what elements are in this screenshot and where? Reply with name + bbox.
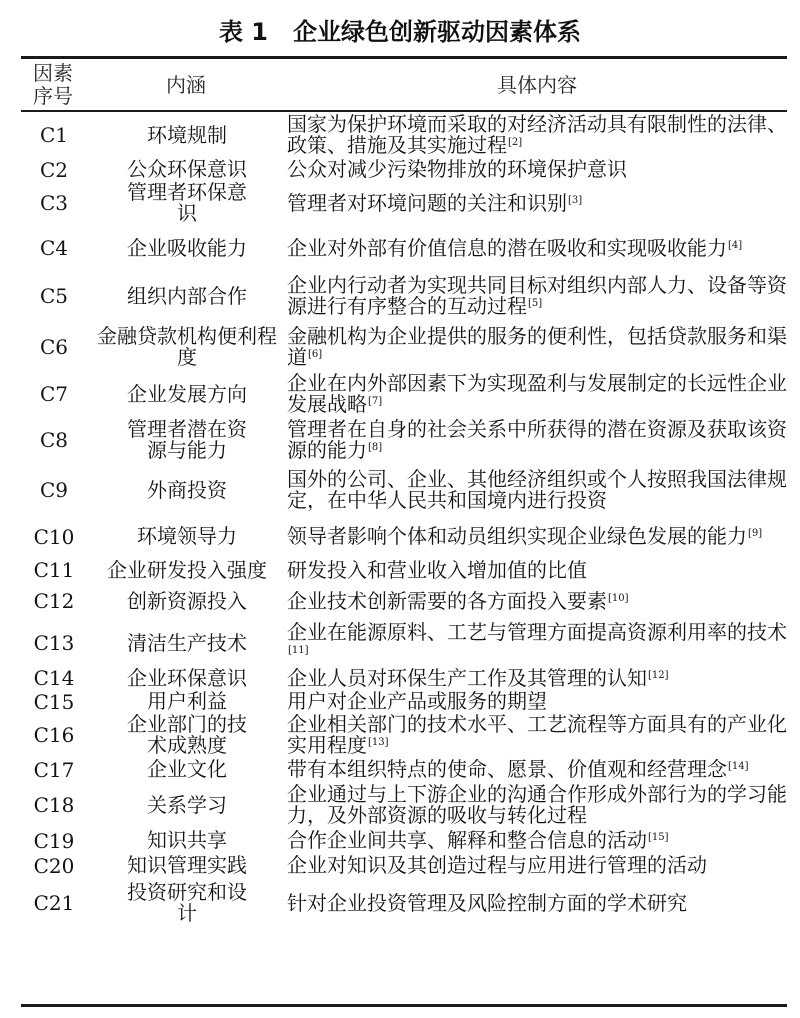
factor-content-cell	[287, 526, 787, 547]
factor-content-cell	[287, 275, 787, 317]
factor-content-cell	[287, 190, 787, 215]
table-row	[21, 666, 787, 690]
factor-content-cell	[287, 691, 787, 712]
factor-meaning: 创新资源投入	[127, 588, 247, 613]
factor-id: C21	[33, 891, 75, 915]
factor-meaning-cell	[87, 855, 287, 876]
table-row	[21, 158, 787, 181]
reference-citation: [8]	[368, 442, 383, 453]
factor-content-cell	[287, 830, 787, 851]
factor-id: C18	[33, 793, 75, 817]
header-content: 具体内容	[497, 73, 577, 97]
factor-meaning: 企业文化	[147, 757, 227, 781]
factor-content-cell	[287, 759, 787, 780]
table-row	[21, 271, 787, 321]
factor-content: 企业相关部门的技术水平、工艺流程等方面具有的产业化实用程度	[287, 712, 787, 757]
reference-citation: [13]	[368, 737, 389, 748]
factor-content-cell	[287, 419, 787, 461]
factor-content: 企业对知识及其创造过程与应用进行管理的活动	[287, 853, 707, 877]
reference-citation: [9]	[748, 528, 763, 539]
table-row	[21, 757, 787, 782]
bottom-rule	[21, 1004, 787, 1007]
factor-content-cell	[287, 665, 787, 690]
factor-meaning-cell	[87, 588, 287, 613]
reference-citation: [12]	[648, 669, 669, 681]
factor-meaning: 公众环保意识	[127, 157, 247, 181]
factor-meaning-cell	[87, 182, 287, 224]
factor-content-cell	[287, 890, 787, 915]
factor-meaning: 知识共享	[147, 828, 227, 852]
factor-content: 企业通过与上下游企业的沟通合作形成外部行为的学习能力，及外部资源的吸收与转化过程	[287, 782, 787, 827]
table-row	[21, 620, 787, 666]
factor-meaning: 企业吸收能力	[127, 235, 247, 260]
factor-id: C20	[33, 853, 75, 878]
reference-citation: [3]	[568, 194, 583, 206]
table-row	[21, 373, 787, 415]
factor-meaning-cell	[87, 759, 287, 780]
reference-citation: [14]	[728, 761, 749, 772]
factor-id: C5	[39, 284, 69, 308]
header-factor-id-line-2: 序号	[33, 84, 73, 108]
factor-meaning: 环境领导力	[137, 524, 237, 548]
factor-content: 企业对外部有价值信息的潜在吸收和实现吸收能力	[287, 235, 727, 260]
factor-content-cell	[287, 622, 787, 664]
factor-meaning-cell	[87, 830, 287, 851]
factor-meaning-cell	[87, 235, 287, 260]
factor-id: C15	[33, 689, 75, 714]
factor-content-cell	[287, 557, 787, 582]
factor-content: 针对企业投资管理及风险控制方面的学术研究	[287, 890, 687, 915]
table-row	[21, 558, 787, 582]
reference-citation: [5]	[528, 298, 543, 309]
factor-meaning: 企业部门的技术成熟度	[127, 712, 247, 757]
factor-content: 企业在内外部因素下为实现盈利与发展制定的长远性企业发展战略	[287, 371, 787, 416]
table-row	[21, 321, 787, 373]
factor-content: 管理者对环境问题的关注和识别	[287, 190, 567, 215]
factor-meaning-cell	[87, 714, 287, 756]
table-row	[21, 828, 787, 853]
table-row	[21, 225, 787, 271]
factor-id: C6	[39, 335, 69, 359]
factor-meaning-cell	[87, 419, 287, 461]
factor-content-cell	[287, 114, 787, 156]
factor-id: C1	[39, 123, 69, 147]
factor-meaning-cell	[87, 882, 287, 924]
factor-meaning: 关系学习	[147, 792, 227, 817]
header-meaning: 内涵	[166, 73, 206, 97]
header-factor-id	[22, 60, 84, 112]
reference-citation: [7]	[368, 396, 383, 407]
factor-meaning: 知识管理实践	[127, 853, 247, 877]
factor-meaning-cell	[87, 283, 287, 308]
factor-content: 金融机构为企业提供的服务的便利性，包括贷款服务和渠道	[287, 324, 787, 369]
factor-content-cell	[287, 326, 787, 368]
factor-meaning-cell	[87, 326, 287, 368]
factor-content: 用户对企业产品或服务的期望	[287, 689, 547, 713]
table-row	[21, 415, 787, 465]
factor-content-cell	[287, 159, 787, 180]
factor-id: C9	[39, 478, 69, 502]
factor-meaning: 管理者潜在资源与能力	[127, 417, 247, 462]
factor-id: C3	[39, 191, 69, 215]
factor-id: C19	[33, 828, 75, 853]
table-row	[21, 582, 787, 620]
factor-id: C14	[33, 666, 75, 690]
factor-content-cell	[287, 235, 787, 260]
reference-citation: [4]	[728, 239, 743, 251]
factor-id: C11	[33, 558, 75, 582]
factor-content: 领导者影响个体和动员组织实现企业绿色发展的能力	[287, 524, 747, 548]
factor-meaning: 清洁生产技术	[127, 630, 247, 655]
table-body	[21, 112, 787, 928]
table-row	[21, 853, 787, 878]
factor-meaning-cell	[87, 526, 287, 547]
table-row	[21, 181, 787, 225]
factor-content: 国外的公司、企业、其他经济组织或个人按照我国法律规定，在中华人民共和国境内进行投资	[287, 467, 787, 512]
factor-meaning: 企业发展方向	[127, 381, 247, 406]
factor-content: 研发投入和营业收入增加值的比值	[287, 557, 587, 582]
factor-meaning: 企业研发投入强度	[107, 557, 267, 582]
table-row	[21, 713, 787, 757]
factor-content: 管理者在自身的社会关系中所获得的潜在资源及获取该资源的能力	[287, 417, 787, 462]
factor-meaning: 环境规制	[147, 122, 227, 147]
factor-content-cell	[287, 588, 787, 613]
top-rule	[21, 56, 787, 59]
factor-meaning-cell	[87, 159, 287, 180]
factor-id: C12	[33, 589, 75, 613]
reference-citation: [11]	[288, 645, 309, 656]
table-row	[21, 690, 787, 713]
table-row	[21, 465, 787, 515]
factor-content: 合作企业间共享、解释和整合信息的活动	[287, 828, 647, 852]
table-row	[21, 112, 787, 158]
factor-content-cell	[287, 714, 787, 756]
reference-citation: [6]	[308, 349, 323, 360]
factor-meaning: 管理者环保意识	[127, 180, 247, 225]
factor-content-cell	[287, 373, 787, 415]
factor-meaning: 组织内部合作	[127, 283, 247, 308]
factor-id: C13	[33, 631, 75, 655]
factor-id: C2	[39, 157, 69, 182]
factor-content-cell	[287, 855, 787, 876]
factor-id: C16	[33, 723, 75, 747]
factor-meaning-cell	[87, 665, 287, 690]
factor-meaning-cell	[87, 792, 287, 817]
factor-content: 公众对减少污染物排放的环境保护意识	[287, 157, 627, 181]
factor-meaning-cell	[87, 557, 287, 582]
factor-meaning: 外商投资	[147, 477, 227, 502]
factor-meaning-cell	[87, 691, 287, 712]
factor-content: 企业技术创新需要的各方面投入要素	[287, 588, 607, 613]
table-row	[21, 782, 787, 828]
factor-meaning: 投资研究和设计	[127, 880, 247, 925]
factor-id: C4	[39, 236, 69, 260]
header-factor-id-line-1: 因素	[33, 61, 73, 85]
factor-id: C10	[33, 524, 75, 549]
factor-meaning-cell	[87, 477, 287, 502]
factor-content: 企业在能源原料、工艺与管理方面提高资源利用率的技术	[287, 620, 787, 644]
factor-id: C8	[39, 428, 69, 452]
reference-citation: [10]	[608, 592, 629, 604]
factor-meaning: 用户利益	[147, 689, 227, 713]
factor-meaning-cell	[87, 122, 287, 147]
factor-meaning: 金融贷款机构便利程度	[97, 324, 277, 369]
factor-content-cell	[287, 784, 787, 826]
reference-citation: [15]	[648, 832, 669, 843]
factor-meaning: 企业环保意识	[127, 665, 247, 690]
factor-content: 国家为保护环境而采取的对经济活动具有限制性的法律、政策、措施及其实施过程	[287, 112, 787, 157]
factor-content: 企业内行动者为实现共同目标对组织内部人力、设备等资源进行有序整合的互动过程	[287, 273, 787, 318]
factor-content: 企业人员对环保生产工作及其管理的认知	[287, 665, 647, 690]
factor-content-cell	[287, 469, 787, 511]
table-title: 表 1 企业绿色创新驱动因素体系	[218, 18, 582, 46]
factor-content: 带有本组织特点的使命、愿景、价值观和经营理念	[287, 757, 727, 781]
reference-citation: [2]	[508, 137, 523, 148]
factor-meaning-cell	[87, 381, 287, 406]
factor-id: C7	[39, 382, 69, 406]
table-row	[21, 878, 787, 928]
factor-id: C17	[33, 757, 75, 782]
factor-meaning-cell	[87, 630, 287, 655]
table-row	[21, 515, 787, 558]
